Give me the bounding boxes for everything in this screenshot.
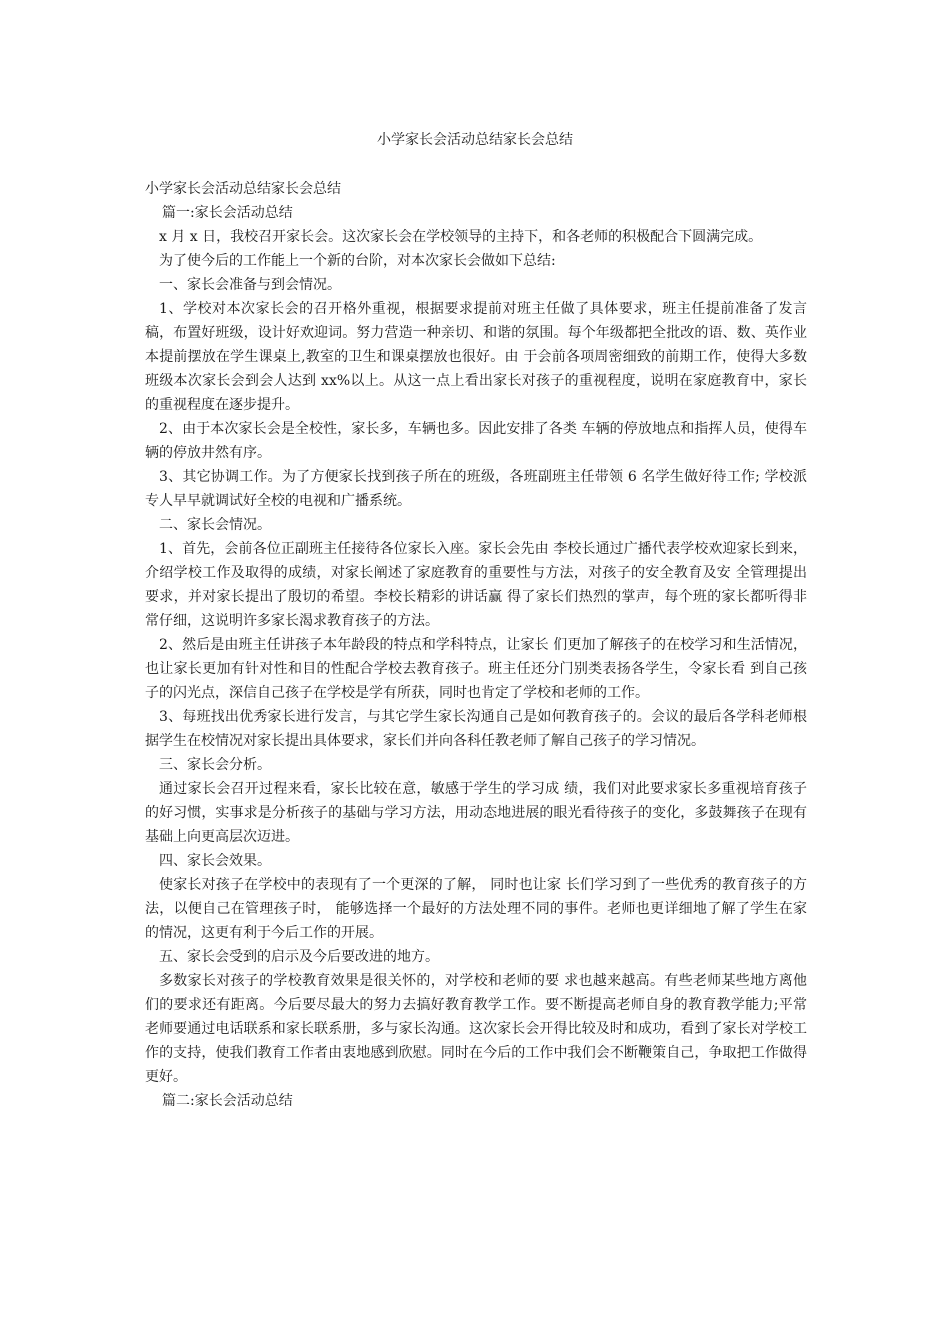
paragraph-effect: 使家长对孩子在学校中的表现有了一个更深的了解， 同时也让家 长们学习到了一些优秀的教育孩子的方法，以便自己在管理孩子时， 能够选择一个最好的方法处理不同的事件。老师也更详细地了解了学生在家的情况，这更有利于今后工作的开展。 (145, 877, 807, 941)
paragraph-purpose: 为了使今后的工作能上一个新的台阶，对本次家长会做如下总结: (159, 253, 556, 269)
paragraph-analysis: 通过家长会召开过程来看，家长比较在意，敏感于学生的学习成 绩，我们对此要求家长多重视培育孩子的好习惯，实事求是分析孩子的基础与学习方法，用动态地进展的眼光看待孩子的变化，多鼓舞孩子在现有基础上向更高层次迈进。 (145, 781, 807, 845)
paragraph-meeting-3: 3、每班找出优秀家长进行发言，与其它学生家长沟通自己是如何教育孩子的。会议的最后各学科老师根据学生在校情况对家长提出具体要求，家长们并向各科任教老师了解自己孩子的学习情况。 (145, 709, 807, 749)
paragraph-meeting-2: 2、然后是由班主任讲孩子本年龄段的特点和学科特点，让家长 们更加了解孩子的在校学习和生活情况，也让家长更加有针对性和目的性配合学校去教育孩子。班主任还分门别类表扬各学生，令家长看 到自己孩子的闪光点，深信自己孩子在学校是学有所获，同时也肯定了学校和老师的工作。 (145, 637, 807, 701)
subheading-meeting: 二、家长会情况。 (159, 517, 271, 533)
paragraph-preparation-1: 1、学校对本次家长会的召开格外重视，根据要求提前对班主任做了具体要求，班主任提前准备了发言稿，布置好班级，设计好欢迎词。努力营造一种亲切、和谐的氛围。每个年级都把全批改的语、数、英作业本提前摆放在学生课桌上,教室的卫生和课桌摆放也很好。由 于会前各项周密细致的前期工作，使得大多数班级本次家长会到会人达到 xx%以上。从这一点上看出家长对孩子的重视程度，说明在家庭教育中，家长的重视程度在逐步提升。 (145, 301, 807, 413)
paragraph-meeting-1: 1、首先，会前各位正副班主任接待各位家长入座。家长会先由 李校长通过广播代表学校欢迎家长到来，介绍学校工作及取得的成绩，对家长阐述了家庭教育的重要性与方法，对孩子的安全教育及安 全管理提出要求，并对家长提出了殷切的希望。李校长精彩的讲话赢 得了家长们热烈的掌声，每个班的家长都听得非常仔细，这说明许多家长渴求教育孩子的方法。 (145, 541, 807, 629)
paragraph-preparation-3: 3、其它协调工作。为了方便家长找到孩子所在的班级，各班副班主任带领 6 名学生做好待工作; 学校派专人早早就调试好全校的电视和广播系统。 (145, 469, 807, 509)
subheading-preparation: 一、家长会准备与到会情况。 (159, 277, 341, 293)
paragraph-preparation-2: 2、由于本次家长会是全校性，家长多，车辆也多。因此安排了各类 车辆的停放地点和指挥人员，使得车辆的停放井然有序。 (145, 421, 807, 461)
document-body (145, 177, 807, 1113)
subheading-analysis: 三、家长会分析。 (159, 757, 271, 773)
subheading-improvement: 五、家长会受到的启示及今后要改进的地方。 (159, 949, 439, 965)
paragraph-intro: x 月 x 日，我校召开家长会。这次家长会在学校领导的主持下，和各老师的积极配合下圆满完成。 (159, 229, 763, 245)
body-heading: 小学家长会活动总结家长会总结 (145, 181, 341, 197)
section-heading-part-two: 篇二:家长会活动总结 (162, 1093, 293, 1109)
paragraph-improvement: 多数家长对孩子的学校教育效果是很关怀的，对学校和老师的要 求也越来越高。有些老师某些地方离他们的要求还有距离。今后要尽最大的努力去搞好教育教学工作。要不断提高老师自身的教育教学能力;平常老师要通过电话联系和家长联系册，多与家长沟通。这次家长会开得比较及时和成功，看到了家长对学校工作的支持，使我们教育工作者由衷地感到欣慰。同时在今后的工作中我们会不断鞭策自己，争取把工作做得更好。 (145, 973, 807, 1085)
document-title: 小学家长会活动总结家长会总结 (377, 132, 573, 148)
subheading-effect: 四、家长会效果。 (159, 853, 271, 869)
section-heading-part-one: 篇一:家长会活动总结 (162, 205, 293, 221)
